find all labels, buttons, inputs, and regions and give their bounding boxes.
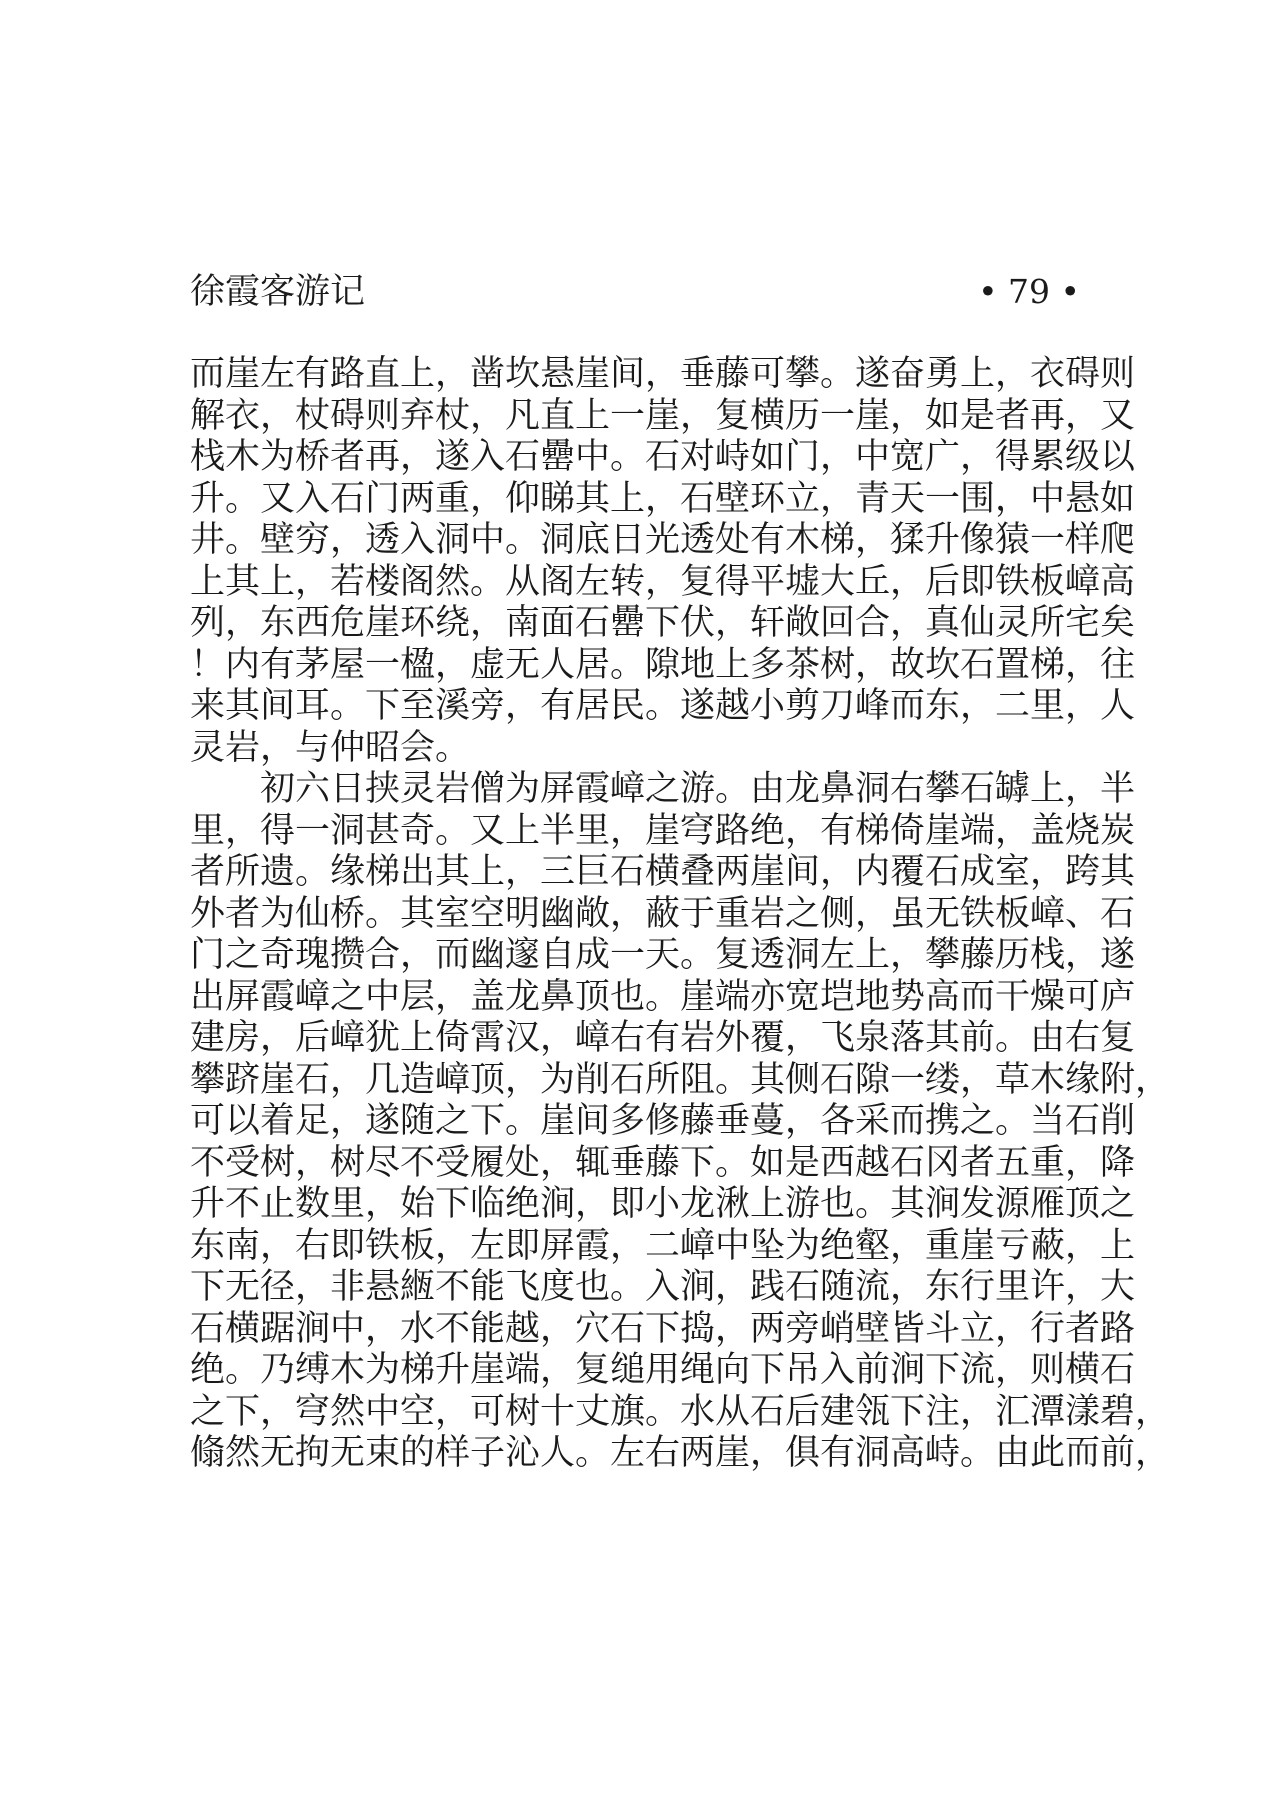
text-line: 不受树，树尽不受履处，辄垂藤下。如是西越石冈者五重，降 [190, 1142, 1136, 1183]
text-line: 而崖左有路直上，凿坎悬崖间，垂藤可攀。遂奋勇上，衣碍则 [190, 354, 1136, 394]
text-line: 门之奇瑰攒合，而幽邃自成一天。复透洞左上，攀藤历栈，遂 [190, 935, 1136, 975]
text-line: 井。壁穷，透入洞中。洞底日光透处有木梯，猱升像猿一样爬 [190, 520, 1136, 560]
text-line: 绝。乃缚木为梯升崖端，复缒用绳向下吊入前涧下流，则横石 [190, 1350, 1136, 1390]
text-line: 里，得一洞甚奇。又上半里，崖穹路绝，有梯倚崖端，盖烧炭 [190, 810, 1136, 851]
text-line: ！内有茅屋一楹，虚无人居。隙地上多茶树，故坎石置梯，往 [190, 644, 1136, 685]
text-line: 升不止数里，始下临绝涧，即小龙湫上游也。其涧发源雁顶之 [190, 1184, 1136, 1224]
text-line: 灵岩，与仲昭会。 [190, 727, 471, 768]
text-line: 下无径，非悬緪不能飞度也。入涧，践石随流，东行里许，大 [190, 1267, 1136, 1307]
text-line: 来其间耳。下至溪旁，有居民。遂越小剪刀峰而东，二里，人 [190, 686, 1136, 726]
text-line: 者所遗。缘梯出其上，三巨石横叠两崖间，内覆石成室，跨其 [190, 852, 1136, 892]
text-line: 石横踞涧中，水不能越，穴石下捣，两旁峭壁皆斗立，行者路 [190, 1308, 1136, 1349]
text-line: 栈木为桥者再，遂入石罍中。石对峙如门，中宽广，得累级以 [190, 437, 1136, 477]
text-line: 建房，后嶂犹上倚霄汉，嶂右有岩外覆，飞泉落其前。由右复 [190, 1018, 1136, 1058]
text-line: 东南，右即铁板，左即屏霞，二嶂中坠为绝壑，重崖亏蔽，上 [190, 1225, 1136, 1266]
text-line: 攀跻崖石，几造嶂顶，为削石所阻。其侧石隙一缕，草木缘附， [190, 1059, 1171, 1100]
page-header [190, 268, 1080, 316]
text-line: 列，东西危崖环绕，南面石罍下伏，轩敞回合，真仙灵所宅矣 [190, 603, 1136, 643]
page-number: • 79 • [978, 272, 1080, 311]
text-line: 翛然无拘无束的样子沁人。左右两崖，俱有洞高峙。由此而前， [190, 1433, 1171, 1473]
text-line: 可以着足，遂随之下。崖间多修藤垂蔓，各采而携之。当石削 [190, 1101, 1136, 1141]
text-line: 上其上，若楼阁然。从阁左转，复得平墟大丘，后即铁板嶂高 [190, 561, 1136, 602]
text-line: 出屏霞嶂之中层，盖龙鼻顶也。崖端亦宽垲地势高而干燥可庐 [190, 976, 1136, 1017]
text-line: 之下，穹然中空，可树十丈旗。水从石后建瓴下注，汇潭漾碧， [190, 1391, 1171, 1432]
text-line: 升。又入石门两重，仰睇其上，石壁环立，青天一围，中悬如 [190, 478, 1136, 519]
text-line: 外者为仙桥。其室空明幽敞，蔽于重岩之侧，虽无铁板嶂、石 [190, 893, 1136, 934]
text-line: 初六日挟灵岩僧为屏霞嶂之游。由龙鼻洞右攀石罅上，半 [260, 769, 1136, 809]
book-title: 徐霞客游记 [190, 272, 366, 312]
body-text [190, 354, 1171, 1475]
text-line: 解衣，杖碍则弃杖，凡直上一崖，复横历一崖，如是者再，又 [190, 395, 1136, 436]
